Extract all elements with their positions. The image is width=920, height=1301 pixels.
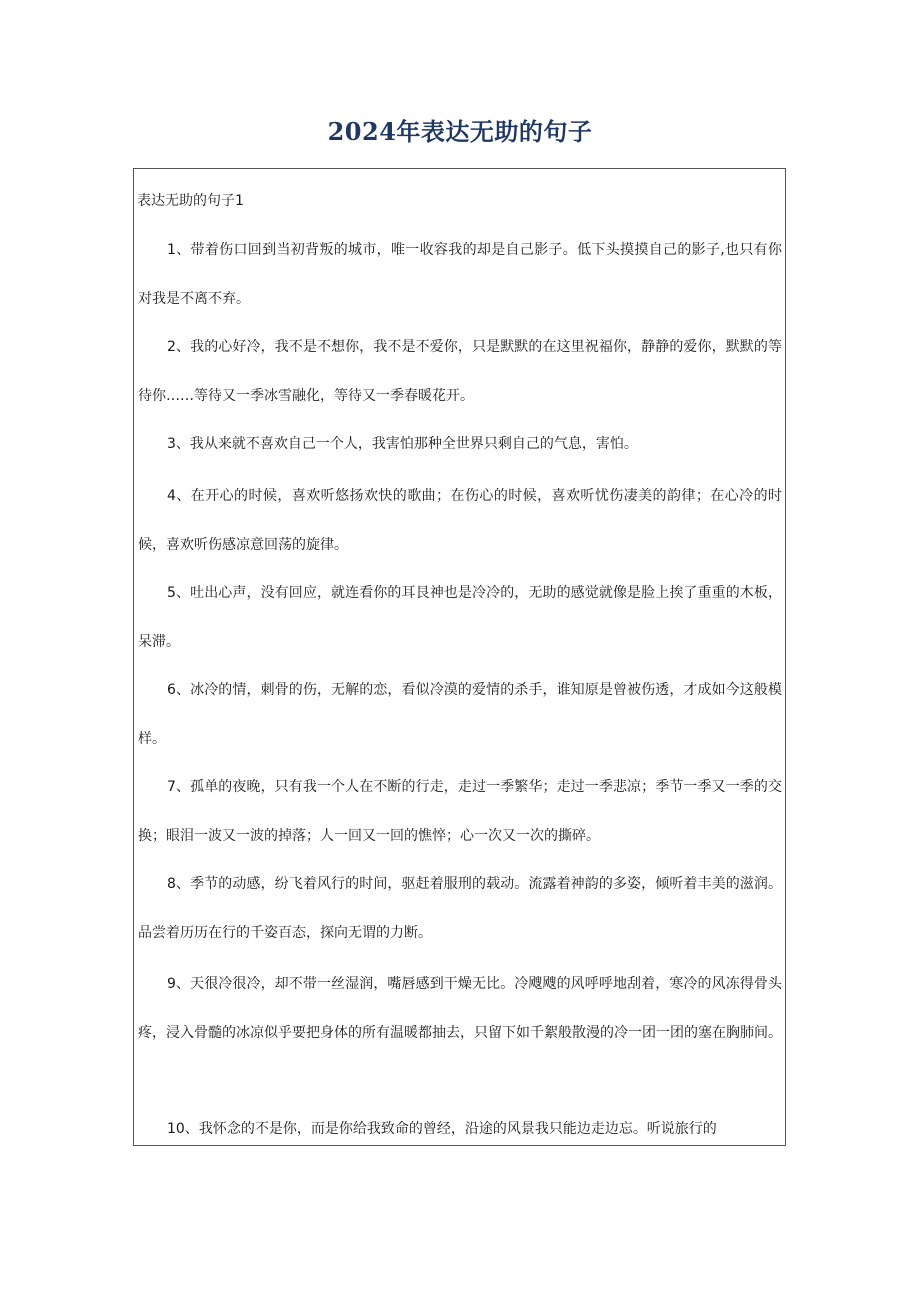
paragraph-10: 10、我怀念的不是你，而是你给我致命的曾经，沿途的风景我只能边走边忘。听说旅行的	[167, 1121, 717, 1137]
paragraph-7: 7、孤单的夜晚，只有我一个人在不断的行走，走过一季繁华；走过一季悲凉；季节一季又一季的交换；眼泪一波又一波的掉落；人一回又一回的憔悴；心一次又一次的撕碎。	[138, 779, 782, 844]
paragraph-5: 5、吐出心声，没有回应，就连看你的耳艮神也是冷冷的，无助的感觉就像是脸上挨了重重的木板，呆滞。	[138, 585, 782, 650]
document-title: 2024年表达无助的句子	[327, 117, 593, 146]
paragraph-2: 2、我的心好冷，我不是不想你，我不是不爱你，只是默默的在这里祝福你，静静的爱你，默默的等待你……等待又一季冰雪融化，等待又一季春暖花开。	[138, 339, 782, 404]
section-heading: 表达无助的句子1	[137, 193, 244, 209]
paragraph-1: 1、带着伤口回到当初背叛的城市，唯一收容我的却是自己影子。低下头摸摸自己的影子,也只有你对我是不离不弃。	[138, 242, 782, 307]
paragraph-9: 9、天很冷很冷，却不带一丝湿润，嘴唇感到干燥无比。冷飕飕的风呼呼地刮着，寒冷的风冻得骨头疼，浸入骨髓的冰凉似乎要把身体的所有温暖都抽去，只留下如千絮般散漫的冷一团一团的塞在胸肺间。	[138, 976, 782, 1041]
content-frame	[133, 168, 786, 1146]
paragraph-4: 4、在开心的时候，喜欢听悠扬欢快的歌曲；在伤心的时候，喜欢听忧伤凄美的韵律；在心冷的时候，喜欢听伤感凉意回荡的旋律。	[138, 488, 782, 553]
paragraph-3: 3、我从来就不喜欢自己一个人，我害怕那种全世界只剩自己的气息，害怕。	[167, 436, 638, 452]
paragraph-6: 6、冰冷的情，刺骨的伤，无解的恋，看似冷漠的爱情的杀手，谁知原是曾被伤透，才成如今这般模样。	[138, 682, 782, 747]
paragraph-8: 8、季节的动感，纷飞着风行的时间，驱赶着服刑的载动。流露着神韵的多姿，倾听着丰美的滋润。品尝着历历在行的千姿百态，探向无谓的力断。	[138, 876, 782, 941]
